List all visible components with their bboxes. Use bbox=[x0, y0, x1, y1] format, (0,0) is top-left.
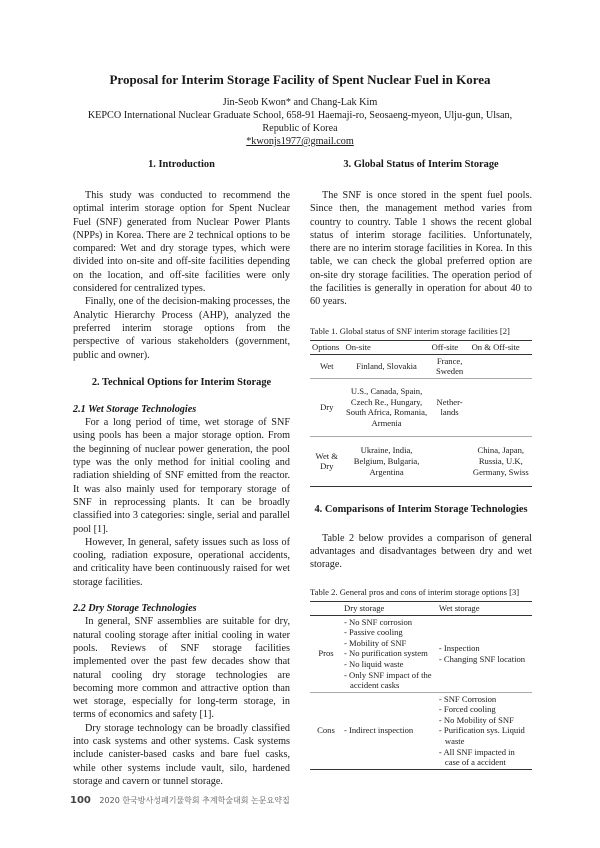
subsection-dry-storage-title: 2.2 Dry Storage Technologies bbox=[73, 603, 197, 615]
comparisons-paragraph: Table 2 below provides a comparison of general advantages and disadvantages between dry and wet storage. bbox=[310, 532, 532, 571]
table2 bbox=[310, 601, 532, 770]
table-header-cell: Wet storage bbox=[437, 601, 532, 615]
list-item: - No purification system bbox=[344, 648, 428, 659]
cons-wet-cell bbox=[437, 692, 532, 769]
table-cell bbox=[470, 378, 532, 436]
table-cell: Ukraine, India, Belgium, Bulgaria, Argentina bbox=[344, 436, 430, 486]
table-row-pros bbox=[310, 615, 532, 692]
table-header-row bbox=[310, 340, 532, 354]
cons-label: Cons bbox=[310, 692, 342, 769]
authors: Jin-Seob Kwon* and Chang-Lak Kim bbox=[222, 97, 378, 108]
table-cell: Wet & Dry bbox=[310, 436, 344, 486]
right-column bbox=[310, 158, 532, 770]
global-status-paragraph: The SNF is once stored in the spent fuel pools. Since then, the management method varies from country to country. Table 1 shows the recent global status of interim storage facilities. Unfortunately, there are no interim storage facilities in Korea. In this table, we can check the global preferred option are on-site dry storage facilities. The operation period of the facilities is generally in operation for about 40 to 60 years. bbox=[310, 190, 532, 308]
table-cell bbox=[470, 354, 532, 378]
table-cell: Wet bbox=[310, 354, 344, 378]
wet-storage-paragraph-1: For a long period of time, wet storage of SNF using pools has been a major storage option. From the beginning of nuclear power generation, the pool type was the only method for initial cooling and radiation shielding of SNF emitted from the reactor. It was also mainly used for temporary storage of SNF in reprocessing plants. It can be broadly classified into 3 categories: single, serial and parallel pool [1]. bbox=[73, 417, 290, 535]
list-item: - All SNF impacted in case of a accident bbox=[438, 746, 515, 768]
table-row bbox=[310, 354, 532, 378]
section-comparisons-title: 4. Comparisons of Interim Storage Technologies bbox=[314, 503, 528, 515]
section-global-status-title: 3. Global Status of Interim Storage bbox=[343, 159, 499, 170]
pros-label: Pros bbox=[310, 615, 342, 692]
list-item: - Forced cooling bbox=[438, 704, 496, 715]
table-row bbox=[310, 436, 532, 486]
list-item: - No liquid waste bbox=[344, 658, 404, 669]
intro-paragraph-2: Finally, one of the decision-making processes, the Analytic Hierarchy Process (AHP), analyzed the preferred interim storage options from the perspective of various stakeholders (government, public and owner). bbox=[73, 296, 290, 361]
table-cell bbox=[430, 436, 470, 486]
table-header-cell: Options bbox=[310, 340, 344, 354]
list-item: - Purification sys. Liquid waste bbox=[438, 725, 525, 747]
page-footer bbox=[70, 795, 290, 806]
table-header-cell: Dry storage bbox=[342, 601, 437, 615]
list-item: - Changing SNF location bbox=[438, 653, 526, 664]
table-header-cell: On & Off-site bbox=[470, 340, 532, 354]
list-item: - No SNF corrosion bbox=[344, 616, 413, 627]
list-item: - Only SNF impact of the accident casks bbox=[344, 669, 432, 691]
table-cell: U.S., Canada, Spain, Czech Re., Hungary, South Africa, Romania, Armenia bbox=[344, 378, 430, 436]
intro-paragraph-1: This study was conducted to recommend the optimal interim storage option for Spent Nuclear Fuel (SNF) generated from Nuclear Power Plants (NPPs) in Korea. There are 2 technical options to be compared: Wet and dry storage types, which were divided into on-site and off-site facilities depending on the location, and off-site facilities were only considered for centralized types. bbox=[73, 190, 290, 295]
left-column bbox=[73, 158, 290, 788]
list bbox=[439, 694, 530, 768]
table-header-cell: On-site bbox=[344, 340, 430, 354]
list-item: - Mobility of SNF bbox=[344, 637, 407, 648]
table-cell: Nether-lands bbox=[430, 378, 470, 436]
subsection-wet-storage-title: 2.1 Wet Storage Technologies bbox=[73, 403, 197, 415]
affiliation: KEPCO International Nuclear Graduate School, 658-91 Haemaji-ro, Seosaeng-myeon, Ulju-gun, Ulsan, bbox=[87, 110, 513, 121]
table-header-row bbox=[310, 601, 532, 615]
list-item: - SNF Corrosion bbox=[438, 693, 497, 704]
table2-caption: Table 2. General pros and cons of interim storage options [3] bbox=[310, 586, 520, 597]
table-header-cell: Off-site bbox=[430, 340, 470, 354]
wet-storage-paragraph-2: However, In general, safety issues such as loss of cooling, radiation exposure, operational accidents, and criticality have been continuously raised for wet storage facilities. bbox=[73, 536, 290, 588]
pros-dry-cell bbox=[342, 615, 437, 692]
table-cell: Finland, Slovakia bbox=[344, 354, 430, 378]
section-technical-options-title: 2. Technical Options for Interim Storage bbox=[91, 376, 272, 388]
table1 bbox=[310, 340, 532, 487]
table-row bbox=[310, 378, 532, 436]
section-introduction-title: 1. Introduction bbox=[148, 159, 215, 170]
list bbox=[344, 725, 435, 736]
table-cell: Dry bbox=[310, 378, 344, 436]
author-block bbox=[0, 96, 600, 148]
pros-wet-cell bbox=[437, 615, 532, 692]
email-link[interactable]: *kwonjs1977@gmail.com bbox=[246, 136, 354, 147]
list-item: - No Mobility of SNF bbox=[438, 714, 514, 725]
cons-dry-cell bbox=[342, 692, 437, 769]
page-number: 100 bbox=[70, 795, 91, 806]
table-header-cell bbox=[310, 601, 342, 615]
dry-storage-paragraph-2: Dry storage technology can be broadly classified into cask systems and other systems. Cask systems include canister-based casks and bare fuel casks, while other systems include vault, silo, hardened storage and cavern or tunnel storage. bbox=[73, 722, 290, 787]
list bbox=[344, 617, 435, 691]
list bbox=[439, 643, 530, 664]
dry-storage-paragraph-1: In general, SNF assemblies are suitable for dry, natural cooling storage after initial cooling in water pools. Reviews of SNF storage facilities implemented over the past few decades show that natural cooling dry storage technologies are becoming more common and attractive option than wet storage, especially for long-term storage, in terms of economics and safety [1]. bbox=[73, 616, 290, 721]
list-item: - Inspection bbox=[438, 643, 480, 654]
paper-title: Proposal for Interim Storage Facility of Spent Nuclear Fuel in Korea bbox=[109, 72, 491, 87]
table-cell: China, Japan, Russia, U.K, Germany, Swiss bbox=[470, 436, 532, 486]
list-item: - Indirect inspection bbox=[344, 725, 414, 736]
list-item: - Passive cooling bbox=[344, 627, 403, 638]
table-cell: France, Sweden bbox=[430, 354, 470, 378]
table1-caption: Table 1. Global status of SNF interim storage facilities [2] bbox=[310, 325, 510, 336]
footer-text: 2020 한국방사성폐기물학회 추계학술대회 논문요약집 bbox=[99, 796, 290, 805]
affiliation-country: Republic of Korea bbox=[262, 123, 338, 134]
table-row-cons bbox=[310, 692, 532, 769]
